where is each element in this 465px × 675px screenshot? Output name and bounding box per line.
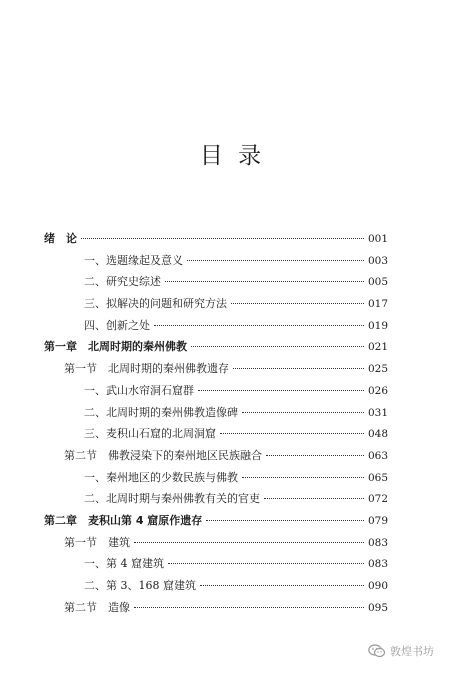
toc-entry-label: 第二节 造像 xyxy=(64,600,130,614)
toc-entry-item xyxy=(44,575,388,597)
toc-entry-chapter xyxy=(44,510,388,532)
toc-entry-page-number: 031 xyxy=(367,406,388,419)
toc-entry-section xyxy=(44,532,388,554)
watermark xyxy=(368,643,434,659)
toc-entry-page-number: 048 xyxy=(367,428,388,441)
toc-entry-label: 绪 论 xyxy=(44,232,77,245)
toc-entry-label: 四、创新之处 xyxy=(84,318,150,332)
toc-entry-page-number: 021 xyxy=(367,341,388,354)
toc-entry-page-number: 019 xyxy=(367,319,388,332)
toc-entry-label: 二、北周时期的秦州佛教造像碑 xyxy=(84,405,238,419)
toc-entry-section xyxy=(44,445,388,467)
toc-entry-label: 第一节 建筑 xyxy=(64,535,130,549)
toc-entry-page-number: 065 xyxy=(367,471,388,484)
toc-entry-label: 三、麦积山石窟的北周洞窟 xyxy=(84,427,216,441)
toc-entry-section xyxy=(44,597,388,619)
toc-entry-item xyxy=(44,402,388,424)
toc-entry-item xyxy=(44,380,388,402)
toc-entry-item xyxy=(44,315,388,337)
dot-leader xyxy=(198,390,364,391)
toc-entry-page-number: 079 xyxy=(367,514,388,527)
toc-entry-label: 第一章 北周时期的秦州佛教 xyxy=(44,340,187,354)
toc-entry-page-number: 072 xyxy=(367,493,388,506)
toc-entry-label: 一、武山水帘洞石窟群 xyxy=(84,383,194,397)
dot-leader xyxy=(200,585,364,586)
toc-entry-item xyxy=(44,553,388,575)
toc-entry-page-number: 026 xyxy=(367,384,388,397)
toc-entry-chapter xyxy=(44,228,388,250)
toc-entry-label: 一、选题缘起及意义 xyxy=(84,253,183,267)
watermark-text: 敦煌书坊 xyxy=(390,645,434,658)
toc-entry-label: 一、第 4 窟建筑 xyxy=(84,557,164,571)
dot-leader xyxy=(168,563,364,564)
toc-entry-label: 第二节 佛教浸染下的秦州地区民族融合 xyxy=(64,448,262,462)
dot-leader xyxy=(242,477,364,478)
dot-leader xyxy=(233,368,364,369)
dot-leader xyxy=(191,346,364,347)
toc-entry-chapter xyxy=(44,336,388,358)
toc-entry-label: 三、拟解决的问题和研究方法 xyxy=(84,297,227,311)
dot-leader xyxy=(206,520,364,521)
dot-leader xyxy=(266,455,364,456)
toc-entry-page-number: 063 xyxy=(367,449,388,462)
dot-leader xyxy=(242,412,364,413)
dot-leader xyxy=(187,260,364,261)
toc-entry-page-number: 083 xyxy=(367,536,388,549)
toc-entry-label: 第二章 麦积山第 4 窟原作遗存 xyxy=(44,513,203,527)
dot-leader xyxy=(220,433,364,434)
toc-entry-label: 一、秦州地区的少数民族与佛教 xyxy=(84,470,238,484)
toc-entry-page-number: 090 xyxy=(367,580,388,592)
toc-entry-page-number: 025 xyxy=(367,363,388,376)
toc-entry-label: 二、第 3、168 窟建筑 xyxy=(84,579,196,592)
dot-leader xyxy=(165,281,364,282)
toc-entry-page-number: 095 xyxy=(367,601,388,614)
toc-entry-page-number: 083 xyxy=(367,558,388,571)
toc-entry-page-number: 017 xyxy=(367,298,388,311)
toc-entry-item xyxy=(44,293,388,315)
wechat-icon xyxy=(368,644,386,658)
dot-leader xyxy=(134,542,364,543)
toc-entry-item xyxy=(44,423,388,445)
page-title: 目 录 xyxy=(199,143,266,170)
toc-entry-page-number: 001 xyxy=(367,233,388,245)
dot-leader xyxy=(154,325,364,326)
toc-entry-label: 第一节 北周时期的秦州佛教遗存 xyxy=(64,362,229,376)
dot-leader xyxy=(81,238,364,239)
toc-entry-label: 二、研究史综述 xyxy=(84,275,161,289)
toc-entry-item xyxy=(44,271,388,293)
dot-leader xyxy=(231,303,364,304)
toc-entry-section xyxy=(44,358,388,380)
toc-entry-item xyxy=(44,488,388,510)
dot-leader xyxy=(134,607,364,608)
toc-entry-page-number: 005 xyxy=(367,276,388,289)
table-of-contents xyxy=(44,228,388,618)
toc-entry-item xyxy=(44,250,388,272)
toc-entry-page-number: 003 xyxy=(367,254,388,267)
toc-entry-label: 二、北周时期与秦州佛教有关的官吏 xyxy=(84,492,260,506)
toc-entry-item xyxy=(44,467,388,489)
dot-leader xyxy=(264,498,364,499)
